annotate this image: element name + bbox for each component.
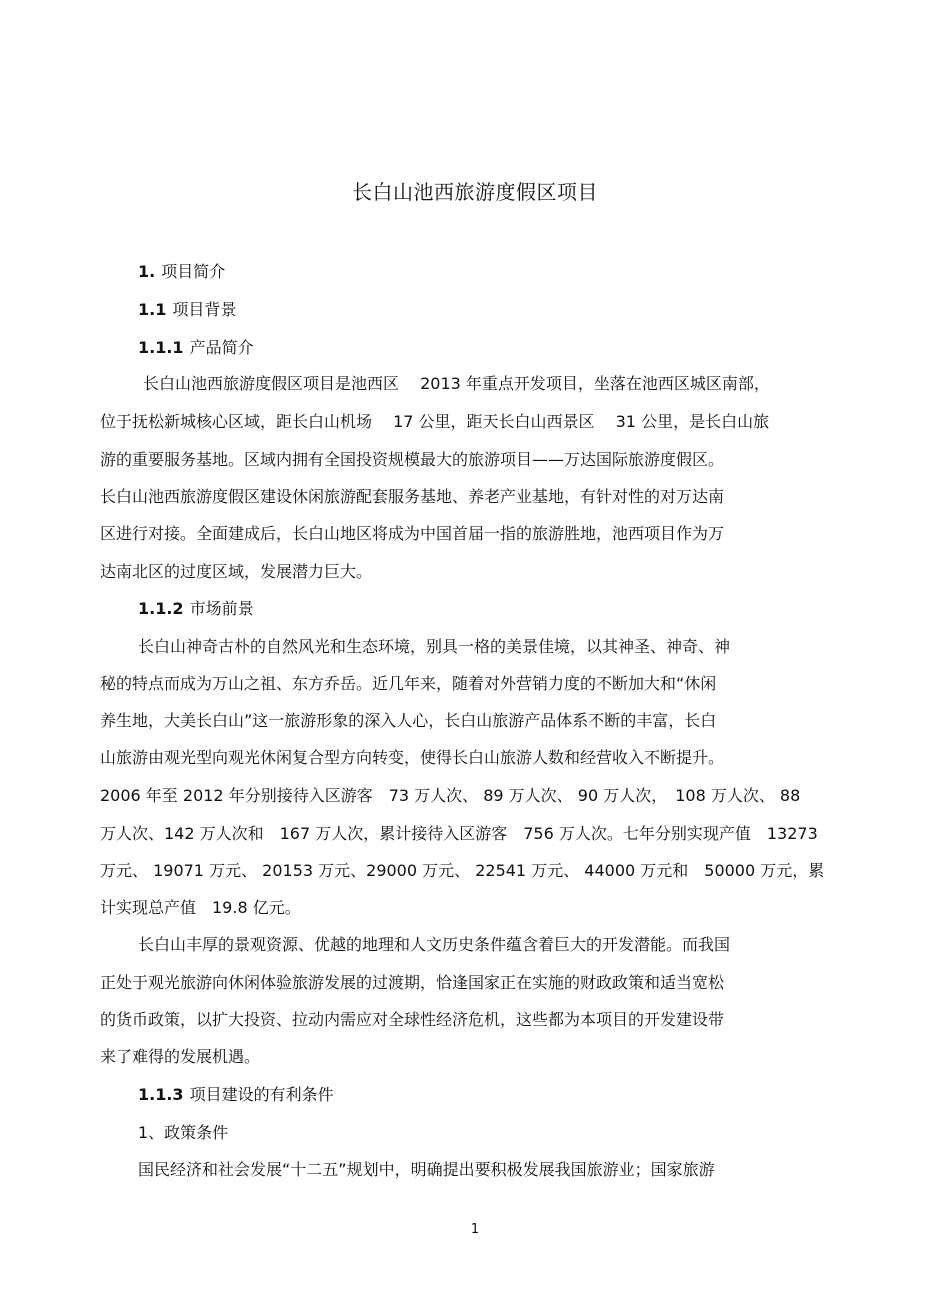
heading-label: 市场前景 — [189, 599, 254, 618]
heading-number: 1.1.2 — [138, 599, 184, 618]
heading-1-1-1 — [138, 338, 254, 358]
paragraph-line: 游的重要服务基地。区域内拥有全国投资规模最大的旅游项目——万达国际旅游度假区。 — [100, 450, 725, 469]
heading-label: 项目背景 — [172, 300, 237, 319]
heading-number: 1.1 — [138, 300, 167, 319]
heading-1 — [138, 262, 225, 282]
paragraph-line: 计实现总产值 19.8 亿元。 — [100, 898, 301, 917]
heading-1-1-2 — [138, 599, 254, 619]
paragraph-line: 正处于观光旅游向休闲体验旅游发展的过渡期，恰逢国家正在实施的财政政策和适当宽松 — [100, 973, 725, 992]
paragraph-line: 秘的特点而成为万山之祖、东方乔岳。近几年来，随着对外营销力度的不断加大和“休闲 — [100, 674, 717, 693]
paragraph-line: 长白山池西旅游度假区项目是池西区 2013 年重点开发项目，坐落在池西区城区南部， — [143, 374, 770, 393]
heading-label: 产品简介 — [189, 338, 254, 357]
paragraph-line: 万元、 19071 万元、 20153 万元、29000 万元、 22541 万元、 44000 万元和 50000 万元，累 — [100, 861, 825, 880]
paragraph-line: 2006 年至 2012 年分别接待入区游客 73 万人次、 89 万人次、 90 万人次， 108 万人次、 88 — [100, 786, 801, 805]
paragraph-line: 位于抚松新城核心区域，距长白山机场 17 公里，距天长白山西景区 31 公里，是长白山旅 — [100, 412, 770, 431]
paragraph-line: 长白山池西旅游度假区建设休闲旅游配套服务基地、养老产业基地，有针对性的对万达南 — [100, 487, 725, 506]
paragraph-line: 万人次、142 万人次和 167 万人次，累计接待入区游客 756 万人次。七年分别实现产值 13273 — [100, 824, 818, 843]
heading-label: 项目建设的有利条件 — [189, 1085, 334, 1104]
heading-1-1 — [138, 300, 236, 320]
paragraph-line: 山旅游由观光型向观光休闲复合型方向转变，使得长白山旅游人数和经营收入不断提升。 — [100, 748, 725, 767]
paragraph-line: 达南北区的过度区域，发展潜力巨大。 — [100, 562, 373, 581]
paragraph-line: 养生地，大美长白山”这一旅游形象的深入人心，长白山旅游产品体系不断的丰富，长白 — [100, 711, 717, 730]
heading-label: 项目简介 — [161, 262, 226, 281]
subheading-policy: 1、政策条件 — [138, 1123, 229, 1142]
paragraph-line: 来了难得的发展机遇。 — [100, 1047, 261, 1066]
paragraph-line: 区进行对接。全面建成后，长白山地区将成为中国首届一指的旅游胜地，池西项目作为万 — [100, 524, 725, 543]
paragraph-line: 长白山神奇古朴的自然风光和生态环境，别具一格的美景佳境，以其神圣、神奇、神 — [138, 637, 731, 656]
heading-1-1-3 — [138, 1085, 334, 1105]
heading-number: 1.1.3 — [138, 1085, 184, 1104]
page-number: 1 — [470, 1222, 480, 1237]
paragraph-line: 国民经济和社会发展“十二五”规划中，明确提出要积极发展我国旅游业；国家旅游 — [138, 1160, 715, 1179]
paragraph-line: 长白山丰厚的景观资源、优越的地理和人文历史条件蕴含着巨大的开发潜能。而我国 — [138, 935, 731, 954]
document-title: 长白山池西旅游度假区项目 — [352, 180, 598, 204]
heading-number: 1. — [138, 262, 156, 281]
paragraph-line: 的货币政策，以扩大投资、拉动内需应对全球性经济危机，这些都为本项目的开发建设带 — [100, 1010, 725, 1029]
heading-number: 1.1.1 — [138, 338, 184, 357]
